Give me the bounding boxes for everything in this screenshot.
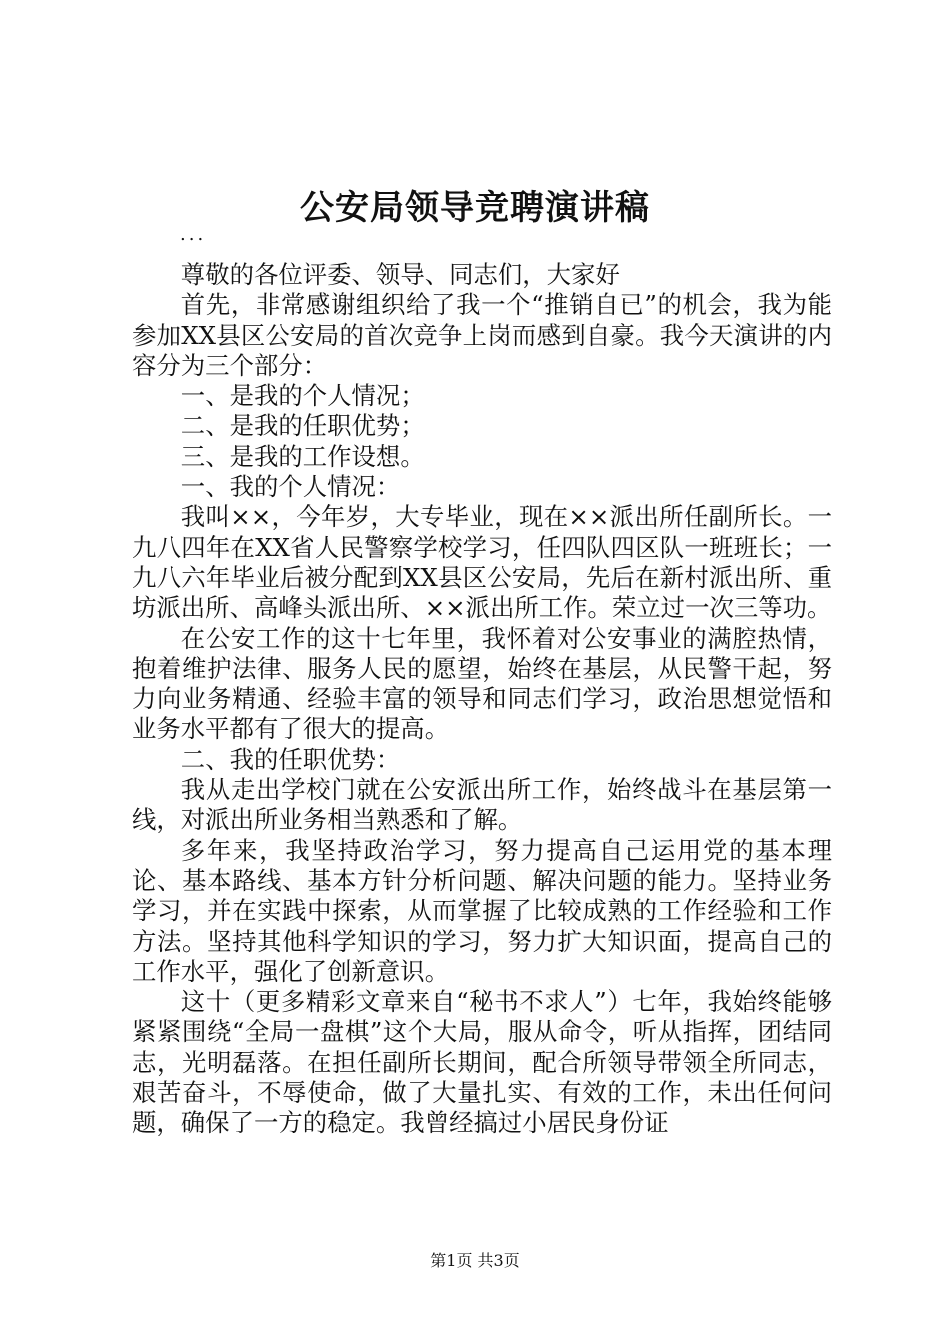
paragraph-career: 在公安工作的这十七年里，我怀着对公安事业的满腔热情，抱着维护法律、服务人民的愿望，始终在基层，从民警干起，努力向业务精通、经验丰富的领导和同志们学习，政治思想觉悟和业务水平都有了很大的提高。: [132, 623, 832, 744]
outline-item-1: 一、是我的个人情况；: [180, 381, 425, 411]
ellipsis-mark: ...: [180, 224, 207, 245]
section-heading-personal: 一、我的个人情况：: [180, 472, 401, 502]
paragraph-intro: 首先，非常感谢组织给了我一个“推销自已”的机会，我为能参加XX县区公安局的首次竞争上岗而感到自豪。我今天演讲的内容分为三个部分：: [132, 290, 832, 380]
section-heading-advantages: 二、我的任职优势：: [180, 744, 401, 774]
paragraph-study: 多年来，我坚持政治学习，努力提高自己运用党的基本理论、基本路线、基本方针分析问题、解决问题的能力。坚持业务学习，并在实践中探索，从而掌握了比较成熟的工作经验和工作方法。坚持其他科学知识的学习，努力扩大知识面，提高自己的工作水平，强化了创新意识。: [132, 835, 832, 986]
paragraph-personal-info: 我叫××，今年岁，大专毕业，现在××派出所任副所长。一九八四年在XX省人民警察学校学习，任四队四区队一班班长；一九八六年毕业后被分配到XX县区公安局，先后在新村派出所、重坊派出所、高峰头派出所、××派出所工作。荣立过一次三等功。: [132, 502, 832, 623]
paragraph-service: 这十（更多精彩文章来自“秘书不求人”）七年，我始终能够紧紧围绕“全局一盘棋”这个大局，服从命令，听从指挥，团结同志，光明磊落。在担任副所长期间，配合所领导带领全所同志，艰苦奋斗，不辱使命，做了大量扎实、有效的工作，未出任何问题，确保了一方的稳定。我曾经搞过小居民身份证: [132, 987, 832, 1138]
document-title: 公安局领导竞聘演讲稿: [300, 188, 650, 228]
page-indicator: 第1页 共3页: [430, 1251, 520, 1270]
document-body: [132, 260, 832, 1139]
outline-item-2: 二、是我的任职优势；: [180, 411, 425, 441]
outline-item-3: 三、是我的工作设想。: [180, 441, 425, 471]
paragraph-greeting: 尊敬的各位评委、领导、同志们，大家好: [180, 260, 620, 289]
paragraph-frontline: 我从走出学校门就在公安派出所工作，始终战斗在基层第一线，对派出所业务相当熟悉和了解。: [132, 775, 832, 835]
